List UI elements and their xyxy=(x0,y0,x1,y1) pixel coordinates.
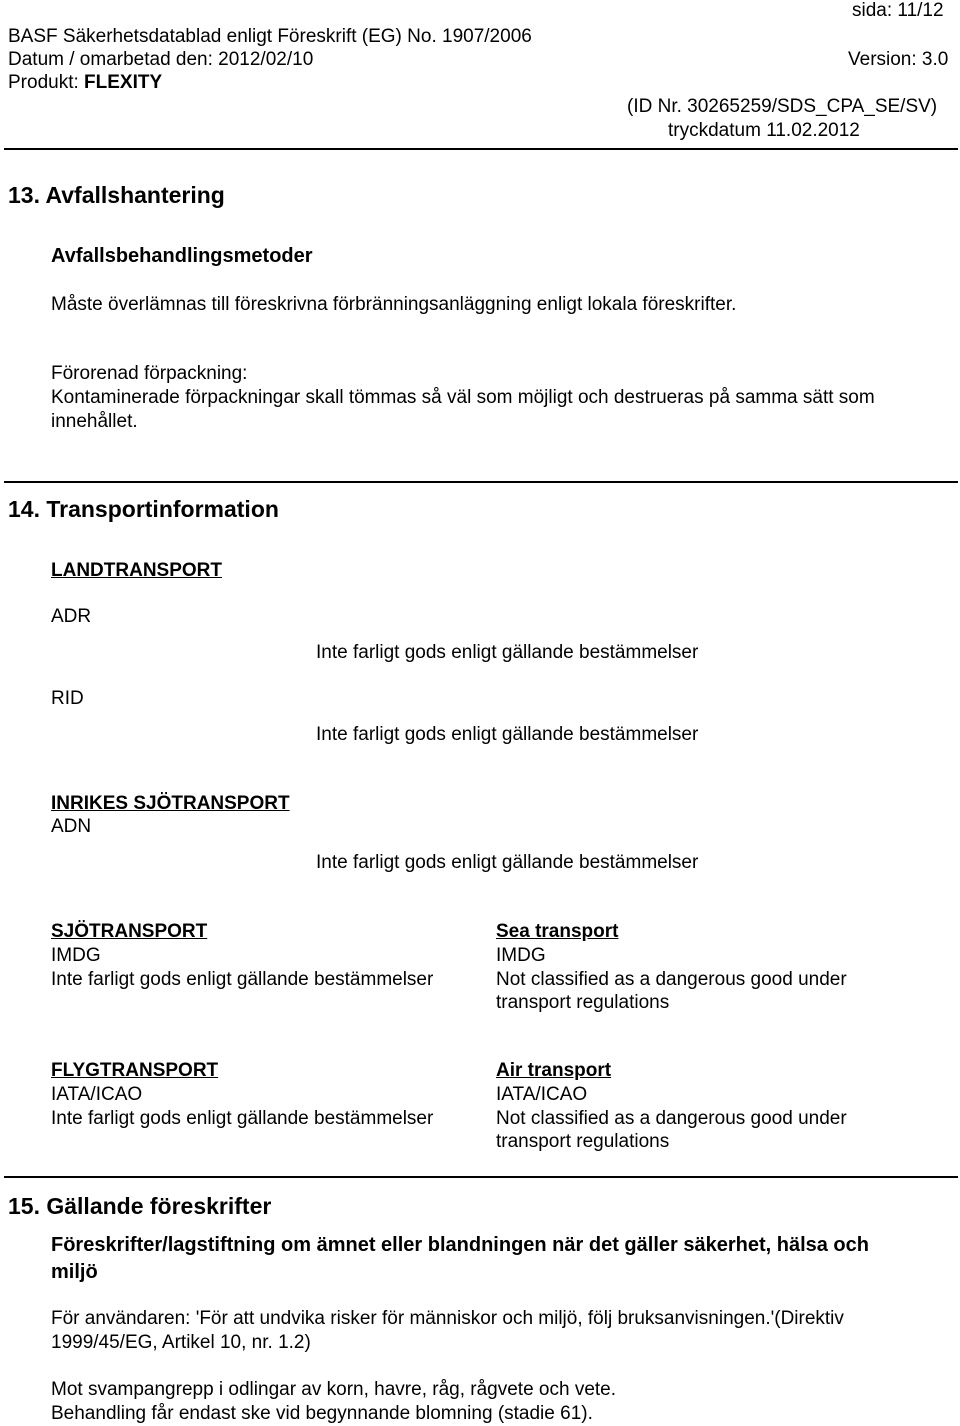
adr-text: Inte farligt gods enligt gällande bestämmelser xyxy=(316,642,699,663)
section-15-subtitle: Föreskrifter/lagstiftning om ämnet eller blandningen när det gäller säkerhet, hälsa och xyxy=(51,1234,869,1256)
section-13-subtitle: Avfallsbehandlingsmetoder xyxy=(51,245,313,267)
rid-label: RID xyxy=(51,688,84,709)
usage-text: Mot svampangrepp i odlingar av korn, havre, råg, rågvete och vete. xyxy=(51,1379,617,1400)
section-14-title: 14. Transportinformation xyxy=(8,496,279,522)
contaminated-packaging-text-cont: innehållet. xyxy=(51,411,138,432)
air-transport-heading: FLYGTRANSPORT xyxy=(51,1060,219,1081)
air-transport-code: IATA/ICAO xyxy=(51,1084,143,1105)
sea-transport-text: Inte farligt gods enligt gällande bestämmelser xyxy=(51,969,434,990)
product-name: FLEXITY xyxy=(84,72,163,93)
version: Version: 3.0 xyxy=(848,49,949,70)
adn-label: ADN xyxy=(51,816,92,837)
user-instruction-text-cont: 1999/45/EG, Artikel 10, nr. 1.2) xyxy=(51,1332,311,1353)
header-divider xyxy=(4,148,958,150)
document-id: (ID Nr. 30265259/SDS_CPA_SE/SV) xyxy=(627,96,938,117)
air-transport-en-code: IATA/ICAO xyxy=(496,1084,588,1105)
usage-text-cont: Behandling får endast ske vid begynnande blomning (stadie 61). xyxy=(51,1403,593,1424)
page-number: sida: 11/12 xyxy=(852,0,944,21)
section-15-title: 15. Gällande föreskrifter xyxy=(8,1193,272,1219)
land-transport-heading: LANDTRANSPORT xyxy=(51,560,222,581)
section-divider-15 xyxy=(4,1176,958,1178)
air-transport-en-text-cont: transport regulations xyxy=(496,1131,670,1152)
sea-transport-en-text: Not classified as a dangerous good under xyxy=(496,969,847,990)
contaminated-packaging-text: Kontaminerade förpackningar skall tömmas så väl som möjligt och destrueras på samma sätt som xyxy=(51,387,875,408)
section-13-title: 13. Avfallshantering xyxy=(8,182,225,208)
section-13-paragraph: Måste överlämnas till föreskrivna förbränningsanläggning enligt lokala föreskrifter. xyxy=(51,294,737,315)
product-line xyxy=(8,72,162,94)
section-15-subtitle-cont: miljö xyxy=(51,1261,98,1283)
sea-transport-en-text-cont: transport regulations xyxy=(496,992,670,1013)
print-date: tryckdatum 11.02.2012 xyxy=(668,120,860,141)
sea-transport-en-code: IMDG xyxy=(496,945,546,966)
product-label: Produkt: xyxy=(8,72,79,93)
document-title: BASF Säkerhetsdatablad enligt Föreskrift (EG) No. 1907/2006 xyxy=(8,26,532,47)
contaminated-packaging-label: Förorenad förpackning: xyxy=(51,363,248,384)
rid-text: Inte farligt gods enligt gällande bestämmelser xyxy=(316,724,699,745)
air-transport-en-heading: Air transport xyxy=(496,1060,612,1081)
adr-label: ADR xyxy=(51,606,92,627)
user-instruction-text: För användaren: 'För att undvika risker för människor och miljö, följ bruksanvisningen.'(Direktiv xyxy=(51,1308,844,1329)
inland-water-transport-heading: INRIKES SJÖTRANSPORT xyxy=(51,793,290,814)
revision-date: Datum / omarbetad den: 2012/02/10 xyxy=(8,49,314,70)
sea-transport-heading: SJÖTRANSPORT xyxy=(51,921,208,942)
sea-transport-code: IMDG xyxy=(51,945,101,966)
adn-text: Inte farligt gods enligt gällande bestämmelser xyxy=(316,852,699,873)
air-transport-en-text: Not classified as a dangerous good under xyxy=(496,1108,847,1129)
air-transport-text: Inte farligt gods enligt gällande bestämmelser xyxy=(51,1108,434,1129)
section-divider-14 xyxy=(4,481,958,483)
sea-transport-en-heading: Sea transport xyxy=(496,921,619,942)
